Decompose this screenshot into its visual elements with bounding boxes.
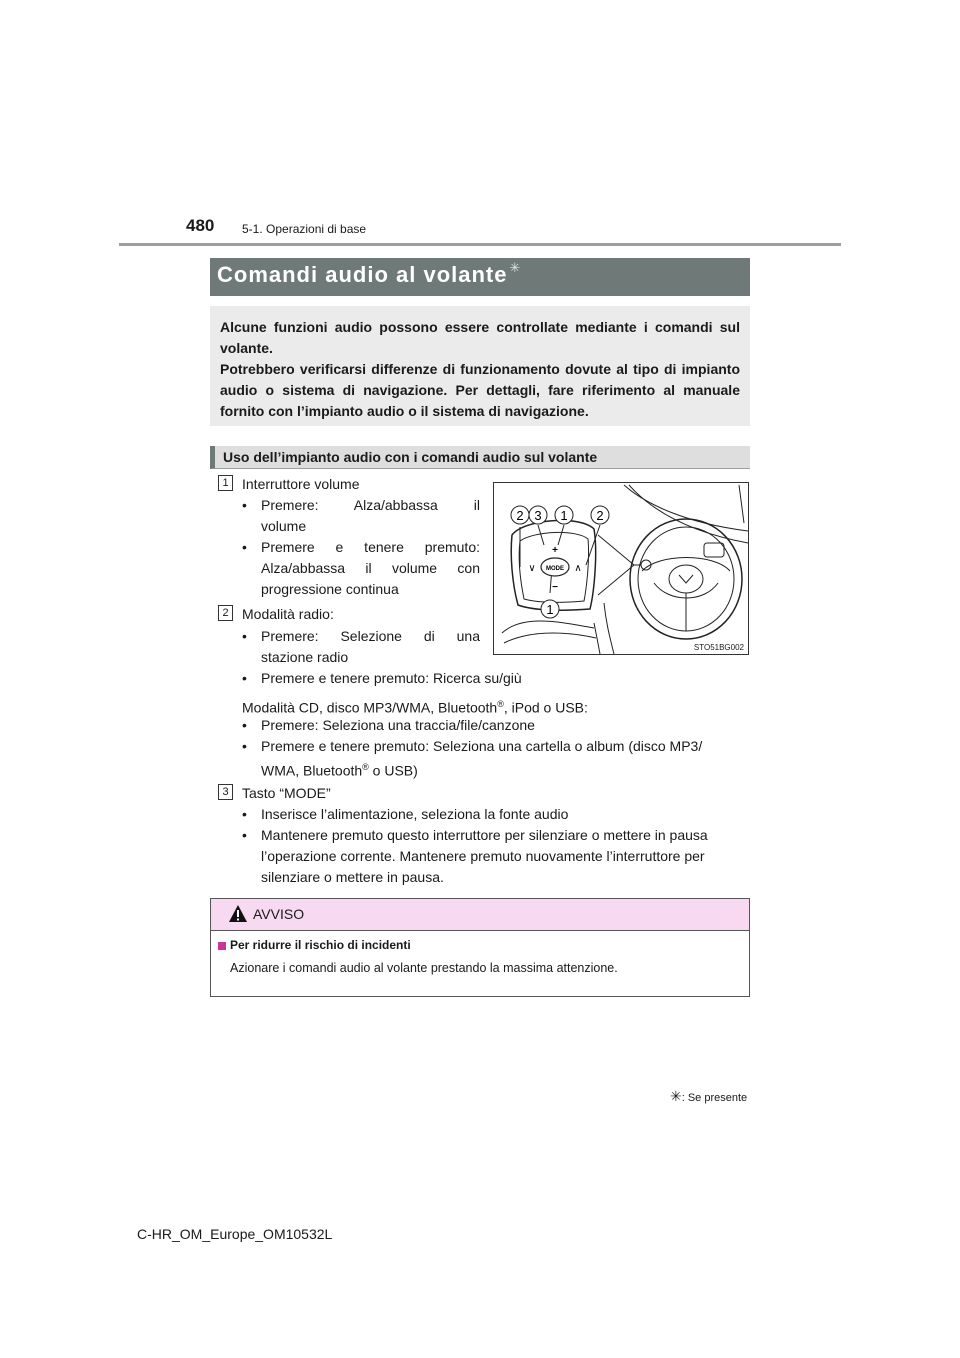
intro-paragraph-1: Alcune funzioni audio possono essere controllate mediante i comandi sul volante. [220, 319, 740, 356]
intro-paragraph-2: Potrebbero verificarsi differenze di funzionamento dovute al tipo di impianto audio o sistema di navigazione. Per dettagli, fare riferimento al manuale fornito con l’impianto audio o il sistema di navigazione. [220, 361, 740, 419]
list-item [242, 736, 750, 757]
callout-label: 2 [596, 508, 604, 523]
bullet-text: silenziare o mettere in pausa. [261, 869, 444, 885]
bullet-text-b: o USB) [368, 762, 418, 779]
bullet: • [242, 628, 247, 644]
item-number-1: 1 [218, 475, 233, 491]
registered-mark: ® [497, 699, 504, 709]
bullet-text: Premere: Seleziona una traccia/file/canzone [261, 717, 535, 733]
list-item [242, 537, 480, 558]
bullet-text: stazione radio [261, 649, 349, 665]
figure-code: STO51BG002 [693, 643, 744, 652]
footnote [670, 1088, 747, 1105]
title-bar [210, 258, 750, 296]
footnote-text: : Se presente [681, 1092, 748, 1104]
warning-bullet-square [218, 942, 226, 950]
mode-label: Tasto “MODE” [242, 785, 331, 801]
bullet-text: Premere: Alza/abbassa il [261, 497, 480, 513]
bullet: • [242, 717, 247, 733]
section-title: Uso dell’impianto audio con i comandi audio sul volante [223, 449, 598, 465]
warning-box [210, 898, 750, 997]
item-number-3: 3 [218, 784, 233, 800]
callout-label: 2 [516, 508, 524, 523]
optional-mark-icon: ✳ [670, 1088, 682, 1104]
mode-button-label: MODE [546, 566, 564, 572]
warning-body: Azionare i comandi audio al volante prestando la massima attenzione. [230, 961, 618, 975]
bullet-text: progressione continua [261, 581, 399, 597]
steering-wheel-drawing [494, 483, 748, 654]
section-heading [210, 446, 750, 469]
bullet: • [242, 670, 247, 686]
warning-title: Per ridurre il rischio di incidenti [230, 938, 411, 952]
document-footer: C-HR_OM_Europe_OM10532L [137, 1226, 333, 1242]
volume-down-symbol: − [552, 582, 558, 593]
media-label-a: Modalità CD, disco MP3/WMA, Bluetooth [242, 699, 498, 716]
bullet-text-a: WMA, Bluetooth [261, 762, 363, 779]
breadcrumb: 5-1. Operazioni di base [242, 222, 367, 236]
seek-down-symbol: ∨ [528, 563, 536, 574]
callout-label: 1 [560, 508, 568, 523]
list-item [242, 825, 750, 846]
bullet-text: Premere e tenere premuto: Ricerca su/giù [261, 670, 522, 686]
bullet-text: Premere e tenere premuto: Seleziona una cartella o album (disco MP3/ [261, 738, 703, 754]
bullet: • [242, 827, 247, 843]
intro-box [210, 306, 750, 426]
callout-label: 1 [546, 602, 554, 617]
callout-label: 3 [534, 508, 542, 523]
list-item [242, 715, 750, 736]
bullet-text: Inserisce l’alimentazione, seleziona la fonte audio [261, 806, 569, 822]
list-item [242, 495, 480, 516]
item-number-2: 2 [218, 605, 233, 621]
list-item [242, 804, 750, 825]
warning-triangle-icon [228, 904, 248, 923]
bullet-text [261, 757, 418, 782]
bullet: • [242, 539, 247, 555]
radio-label: Modalità radio: [242, 606, 334, 622]
list-item [242, 668, 742, 689]
page-title-text: Comandi audio al volante [217, 262, 508, 287]
bullet-text: Alza/abbassa il volume con [261, 560, 480, 576]
seek-up-symbol: ∧ [574, 563, 582, 574]
volume-label: Interruttore volume [242, 476, 360, 492]
bullet: • [242, 806, 247, 822]
bullet: • [242, 497, 247, 513]
header-rule [119, 243, 841, 246]
registered-mark: ® [362, 762, 369, 772]
volume-up-symbol: + [552, 545, 558, 556]
optional-mark-icon: ✳ [509, 260, 522, 275]
warning-header [211, 899, 749, 931]
warning-label: AVVISO [253, 906, 305, 922]
page-number: 480 [186, 216, 215, 235]
bullet: • [242, 738, 247, 754]
bullet-text: l’operazione corrente. Mantenere premuto nuovamente l’interruttore per [261, 848, 705, 864]
bullet-text: volume [261, 518, 307, 534]
bullet-text: Mantenere premuto questo interruttore per silenziare o mettere in pausa [261, 827, 708, 843]
bullet-text: Premere e tenere premuto: [261, 539, 480, 555]
bullet-text: Premere: Selezione di una [261, 628, 480, 644]
media-label-b: , iPod o USB: [503, 699, 588, 716]
steering-switch-illustration [493, 482, 749, 655]
page-title [217, 260, 521, 288]
list-item [242, 626, 480, 647]
